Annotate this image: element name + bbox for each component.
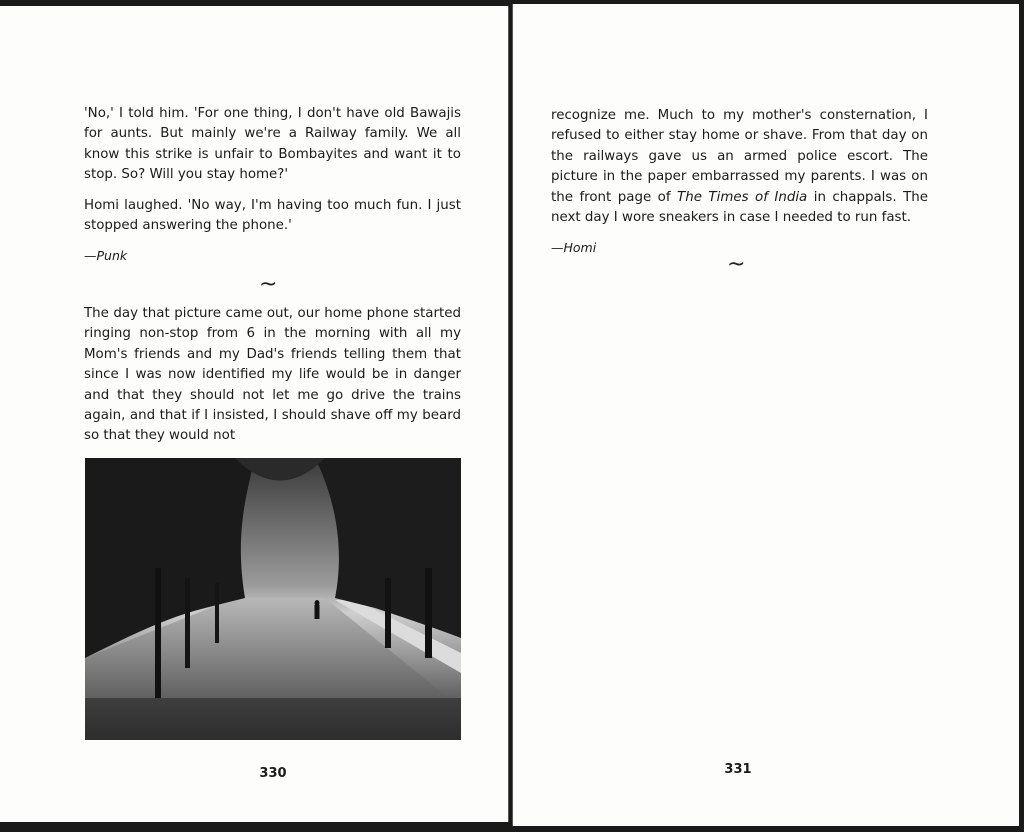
section-break-icon: ~ bbox=[727, 252, 746, 277]
newspaper-title: The Times of India bbox=[677, 189, 808, 205]
tree-lined-road-photo-icon bbox=[85, 458, 461, 740]
page-number-330: 330 bbox=[259, 766, 287, 781]
attribution-punk: —Punk bbox=[84, 248, 128, 264]
page-number-331: 331 bbox=[724, 762, 752, 777]
right-text bbox=[551, 106, 928, 269]
paragraph-no-i-told-him: 'No,' I told him. 'For one thing, I don't have old Bawajis for aunts. But mainly we're a Railway family. We all know this strike is unfair to Bombayites and want it to stop. So? Will you stay home?' bbox=[84, 106, 461, 183]
paragraph-day-picture-came-out: The day that picture came out, our home phone started ringing non-stop from 6 in the morning with all my Mom's friends and my Dad's friends telling them that since I was now identified my life would be in danger and that they should not let me go drive the trains again, and that if I insisted, I should shave off my beard so that they would not bbox=[84, 306, 461, 444]
section-break-icon: ~ bbox=[259, 272, 278, 297]
attribution-homi: —Homi bbox=[551, 240, 597, 256]
left-text-top bbox=[84, 104, 461, 277]
right-page bbox=[512, 4, 1019, 826]
left-text-bottom bbox=[84, 304, 461, 457]
paragraph-recognize-me: recognize me. Much to my mother's consternation, I refused to either stay home or shave. From that day on the railways gave us an armed police escort. The picture in the paper embarrassed my parents. I was on the front page of The Times of India in chappals. The next day I wore sneakers in case I needed to run fast. bbox=[551, 108, 928, 226]
left-page bbox=[0, 6, 509, 822]
paragraph-homi-laughed: Homi laughed. 'No way, I'm having too much fun. I just stopped answering the phone.' bbox=[84, 197, 461, 234]
